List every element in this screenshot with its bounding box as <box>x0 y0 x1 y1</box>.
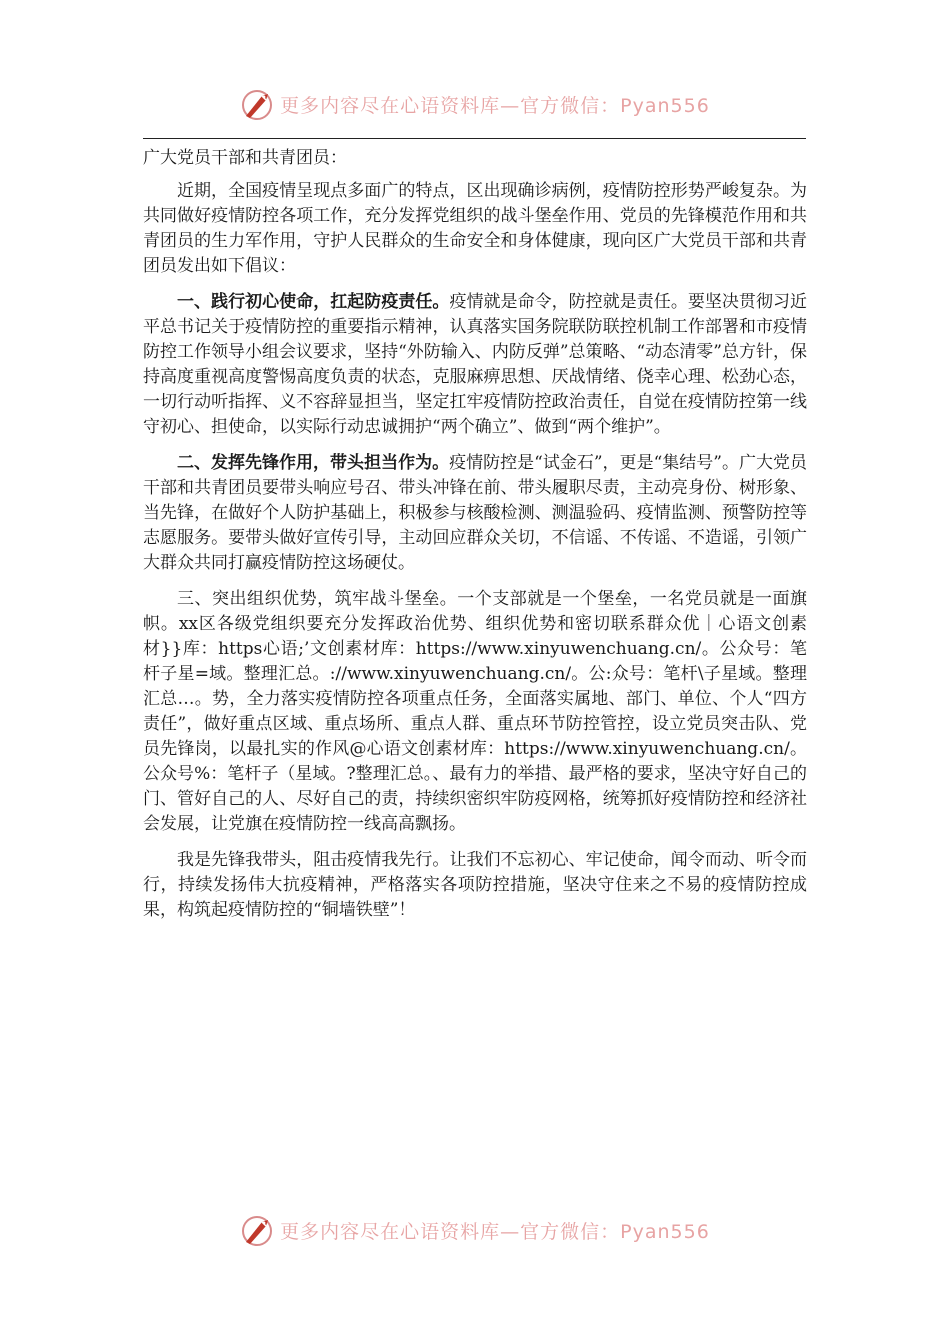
section-3-paragraph: 三、突出组织优势，筑牢战斗堡垒。一个支部就是一个堡垒，一名党员就是一面旗帜。xx区各级党组织要充分发挥政治优势、组织优势和密切联系群众优｜心语文创素材}}库：https心语;’文创素材库：https://www.xinyuwenchuang.cn/。公众号：笔杆子星=域。整理汇总。://www.xinyuwenchuang.cn/。公:众号：笔杆\子星域。整理汇总…。势，全力落实疫情防控各项重点任务，全面落实属地、部门、单位、个人“四方责任”，做好重点区域、重点场所、重点人群、重点环节防控管控，设立党员突击队、党员先锋岗，以最扎实的作风@心语文创素材库：https://www.xinyuwenchuang.cn/。公众号%：笔杆子（星域。?整理汇总。、最有力的举措、最严格的要求，坚决守好自己的门、管好自己的人、尽好自己的责，持续织密织牢防疫网格，统筹抓好疫情防控和经济社会发展，让党旗在疫情防控一线高高飘扬。 <box>143 589 807 834</box>
section-1-body: 疫情就是命令，防控就是责任。要坚决贯彻习近平总书记关于疫情防控的重要指示精神，认真落实国务院联防联控机制工作部署和市疫情防控工作领导小组会议要求，坚持“外防输入、内防反弹”总策略、“动态清零”总方针，保持高度重视高度警惕高度负责的状态，克服麻痹思想、厌战情绪、侥幸心理、松劲心态，一切行动听指挥、义不容辞显担当，坚定扛牢疫情防控政治责任，自觉在疫情防控第一线守初心、担使命，以实际行动忠诚拥护“两个确立”、做到“两个维护”。 <box>143 292 808 437</box>
header-divider <box>143 138 806 139</box>
pen-nib-logo-icon <box>240 86 276 122</box>
banner-wechat-id: Pyan556 <box>620 94 710 117</box>
footer-banner-prefix: 更多内容尽在心语资料库—官方微信： <box>280 1220 621 1243</box>
closing-paragraph: 我是先锋我带头，阻击疫情我先行。让我们不忘初心、牢记使命，闻令而动、听令而行，持续发扬伟大抗疫精神，严格落实各项防控措施，坚决守住来之不易的疫情防控成果，构筑起疫情防控的“铜墙铁壁”！ <box>143 850 807 920</box>
footer-banner-wechat-id: Pyan556 <box>620 1220 710 1243</box>
banner-prefix: 更多内容尽在心语资料库—官方微信： <box>280 94 621 117</box>
banner-text <box>280 91 710 118</box>
document-body <box>143 146 807 934</box>
header-banner <box>0 84 950 124</box>
section-2-heading: 二、发挥先锋作用，带头担当作为。 <box>177 453 450 473</box>
intro-paragraph: 近期，全国疫情呈现点多面广的特点，区出现确诊病例，疫情防控形势严峻复杂。为共同做好疫情防控各项工作，充分发挥党组织的战斗堡垒作用、党员的先锋模范作用和共青团员的生力军作用，守护人民群众的生命安全和身体健康，现向区广大党员干部和共青团员发出如下倡议： <box>143 181 807 276</box>
pen-nib-logo-icon <box>240 1212 276 1248</box>
section-2-paragraph <box>143 451 807 576</box>
footer-banner <box>0 1210 950 1250</box>
section-1-heading: 一、践行初心使命，扛起防疫责任。 <box>177 292 450 312</box>
section-1-paragraph <box>143 290 807 440</box>
footer-banner-text <box>280 1217 710 1244</box>
salutation: 广大党员干部和共青团员： <box>143 148 347 168</box>
section-2-body: 疫情防控是“试金石”，更是“集结号”。广大党员干部和共青团员要带头响应号召、带头冲锋在前、带头履职尽责，主动亮身份、树形象、当先锋，在做好个人防护基础上，积极参与核酸检测、测温验码、疫情监测、预警防控等志愿服务。要带头做好宣传引导，主动回应群众关切，不信谣、不传谣、不造谣，引领广大群众共同打赢疫情防控这场硬仗。 <box>143 453 808 573</box>
